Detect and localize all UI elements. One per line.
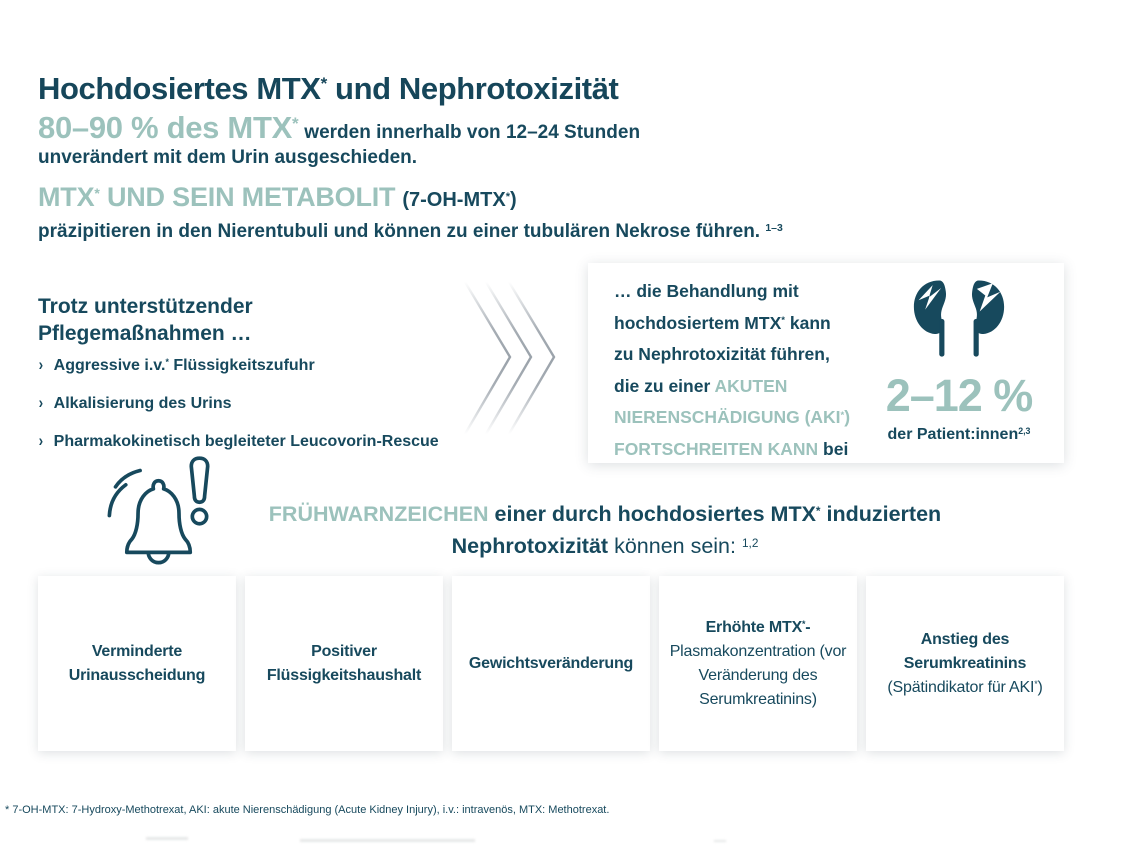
bullet-text: Alkalisierung des Urins	[53, 395, 232, 412]
info-line-text-2: bei	[818, 438, 849, 459]
card-normal-text: (Spätindikator für AKI	[887, 678, 1035, 696]
info-line-text: … die Behandlung mit	[614, 281, 799, 301]
info-line	[614, 434, 850, 466]
aki-percentage-caption	[864, 426, 1054, 444]
card-asterisk: *	[802, 618, 806, 629]
card-label: Positiver Flüssigkeitshaushalt	[266, 642, 422, 684]
info-line	[614, 276, 850, 308]
early-warning-ref: 1,2	[741, 535, 759, 550]
early-warning-text: einer durch hochdosiertes MTX	[488, 502, 816, 526]
metabolite-paren	[402, 189, 516, 211]
excretion-stat-line	[38, 110, 640, 146]
card-asterisk: *	[1034, 678, 1038, 689]
early-warning-line2	[185, 530, 1025, 562]
metabolite-caps-rest: UND SEIN METABOLIT	[99, 182, 396, 212]
early-warning-light: können sein:	[608, 534, 742, 558]
symptom-card-urine-output	[38, 576, 236, 751]
list-item-label	[54, 395, 232, 413]
stat-rest: werden innerhalb von 12–24 Stunden	[304, 122, 641, 143]
card-text	[667, 616, 849, 712]
aki-statistic	[864, 279, 1054, 444]
info-line-highlight: AKUTEN	[714, 375, 788, 396]
chevron-right-marker: ›	[38, 355, 44, 374]
metabolite-asterisk: *	[94, 185, 100, 202]
symptom-card-weight-change	[452, 576, 650, 751]
page-title-text: Hochdosiertes MTX	[38, 70, 321, 106]
info-line-highlight	[614, 407, 850, 427]
page-title	[38, 71, 618, 107]
card-bold-tail: -	[805, 618, 811, 636]
info-line-text: zu Nephrotoxizität führen,	[614, 344, 830, 364]
card-text	[874, 628, 1056, 700]
card-label-normal: Plasmakonzentration (vor Veränderung des Serumkreatinins)	[669, 642, 847, 708]
info-line	[614, 371, 850, 403]
metabolite-line	[38, 182, 517, 213]
kidneys-damage-icon	[912, 279, 1006, 359]
list-item-label	[54, 357, 315, 375]
info-highlight-close: )	[844, 407, 851, 427]
card-label-bold: Anstieg des Serumkreatinins	[903, 630, 1027, 672]
chevron-right-marker: ›	[38, 431, 44, 450]
symptom-card-fluid-balance	[245, 576, 443, 751]
info-line-text: hochdosiertem MTX	[614, 312, 782, 333]
excretion-stat-line-2: unverändert mit dem Urin ausgeschieden.	[38, 147, 418, 168]
faint-print-artifact	[146, 837, 188, 840]
faint-print-artifact	[714, 840, 726, 842]
info-line	[614, 402, 850, 434]
info-line-highlight: FORTSCHREITEN KANN	[614, 438, 819, 459]
list-item	[38, 431, 468, 451]
early-warning-asterisk: *	[815, 503, 821, 518]
stat-asterisk: *	[291, 113, 299, 133]
title-asterisk: *	[320, 74, 327, 94]
info-asterisk: *	[840, 409, 845, 421]
care-measures-heading-line2: Pflegemaßnahmen …	[38, 322, 252, 345]
early-warning-bold: Nephrotoxizität	[451, 534, 609, 558]
card-bold-text: Erhöhte MTX	[705, 618, 803, 636]
precipitation-text: präzipitieren in den Nierentubuli und können zu einer tubulären Nekrose führen.	[38, 221, 766, 242]
stat-highlight: 80–90 % des MTX	[38, 110, 292, 145]
metabolite-paren-asterisk: *	[505, 190, 510, 203]
info-line	[614, 339, 850, 371]
aki-info-card	[588, 263, 1064, 463]
symptom-card-plasma-concentration	[659, 576, 857, 751]
info-highlight-text: NIERENSCHÄDIGUNG (AKI	[614, 407, 841, 427]
faint-print-artifact	[300, 839, 475, 842]
card-label-normal	[874, 676, 1056, 700]
precipitation-ref: 1–3	[765, 223, 783, 235]
caption-text: der Patient:innen	[887, 426, 1019, 443]
card-label-bold	[667, 616, 849, 640]
card-text	[469, 652, 633, 676]
symptom-card-serum-creatinine	[866, 576, 1064, 751]
early-warning-heading	[185, 498, 1025, 562]
page-title-text-2: und Nephrotoxizität	[326, 70, 619, 106]
chevron-right-marker: ›	[38, 393, 44, 412]
early-warning-text-2: induzierten	[820, 502, 942, 526]
early-warning-line1	[185, 498, 1025, 530]
aki-info-text	[614, 276, 850, 465]
list-item-label	[54, 433, 439, 451]
precipitation-line	[38, 221, 783, 243]
symptom-cards-row	[38, 576, 1064, 751]
caption-ref: 2,3	[1018, 426, 1031, 437]
care-measures-heading	[38, 293, 253, 347]
card-text	[46, 640, 228, 688]
info-line	[614, 308, 850, 340]
card-normal-tail: )	[1037, 678, 1043, 696]
card-label: Verminderte Urinausscheidung	[68, 642, 206, 684]
card-text	[253, 640, 435, 688]
info-line-text: die zu einer	[614, 375, 715, 396]
bullet-text: Aggressive i.v.	[53, 357, 166, 374]
card-label: Gewichtsveränderung	[468, 654, 634, 672]
care-measures-heading-line1: Trotz unterstützender	[38, 295, 253, 318]
metabolite-caps: MTX	[38, 182, 95, 212]
triple-chevron-right-icon	[464, 276, 568, 440]
info-asterisk: *	[781, 315, 785, 327]
bullet-text: Pharmakokinetisch begleiteter Leucovorin-Rescue	[53, 433, 439, 450]
list-item	[38, 393, 468, 413]
early-warning-keyword: FRÜHWARNZEICHEN	[268, 502, 489, 526]
info-line-text-2: kann	[785, 312, 831, 333]
abbreviations-footnote: * 7-OH-MTX: 7-Hydroxy-Methotrexat, AKI: akute Nierenschädigung (Acute Kidney Injury), i.v.: intravenös, MTX: Methotrexat.	[5, 804, 610, 816]
metabolite-paren-text: (7-OH-MTX	[402, 189, 506, 211]
bullet-text-2: Flüssigkeitszufuhr	[168, 357, 315, 374]
bullet-asterisk: *	[165, 357, 169, 368]
aki-percentage: 2–12 %	[885, 370, 1033, 421]
list-item	[38, 355, 468, 375]
metabolite-paren-close: )	[509, 189, 517, 211]
